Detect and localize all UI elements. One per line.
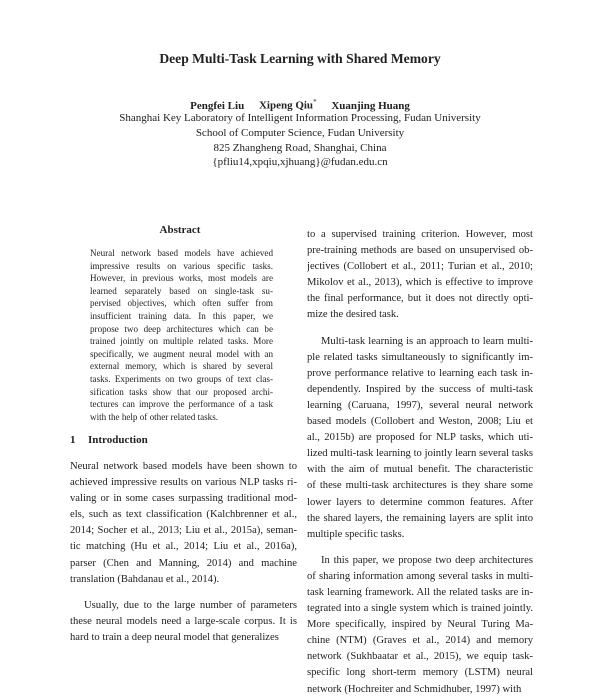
left-column-body xyxy=(70,459,297,646)
author-2: Xipeng Qiu* xyxy=(258,98,317,112)
text-line: achieved impressive results on various NLP tasks ri- xyxy=(70,477,297,489)
text-line: network (Sukhbaatar et al., 2015), we equip task- xyxy=(307,651,533,663)
text-line: al., 2015b) are proposed for NLP tasks, which uti- xyxy=(307,432,533,444)
text-line: pervised objectives, which often suffer from xyxy=(90,298,273,309)
text-line: propose two deep architectures which can be xyxy=(90,323,273,334)
text-line: parser (Chen and Manning, 2014) and machine xyxy=(70,557,297,569)
text-line: lower layers to determine common features. After xyxy=(307,496,533,508)
text-line: jectives (Collobert et al., 2011; Turian et al., 2010; xyxy=(307,261,533,273)
text-line: Multi-task learning is an approach to learn multi- xyxy=(321,335,533,347)
text-line: lized multi-task learning to jointly learn several tasks xyxy=(307,448,533,460)
text-line: to a supervised training criterion. However, most xyxy=(307,229,533,240)
text-line: However, in previous works, most models are xyxy=(90,273,273,284)
section-title: Introduction xyxy=(88,434,148,446)
text-line: els, such as text classification (Kalchbrenner et al., xyxy=(70,509,297,521)
text-line: hard to train a deep neural model that generalizes xyxy=(70,631,279,643)
right-column-body xyxy=(307,227,533,698)
text-line: valing or in some cases surpassing traditional mod- xyxy=(70,493,297,505)
text-line: sification tasks show that our proposed archi- xyxy=(90,386,273,397)
text-line: external memory, which is shared by several xyxy=(90,361,273,372)
text-line: trained jointly on multiple related tasks. More xyxy=(90,336,273,347)
text-line: tasks. Experiments on two groups of text clas- xyxy=(90,373,273,384)
affiliation-address: 825 Zhangheng Road, Shanghai, China xyxy=(213,142,387,154)
paper-title: Deep Multi-Task Learning with Shared Memory xyxy=(159,51,441,66)
text-line: Neural network based models have been shown to xyxy=(70,461,297,472)
text-line: In this paper, we propose two deep architectures xyxy=(321,554,533,566)
text-line: mize the desired task. xyxy=(307,309,399,321)
affiliation-lab: Shanghai Key Laboratory of Intelligent Information Processing, Fudan University xyxy=(119,112,481,124)
text-line: Usually, due to the large number of parameters xyxy=(84,599,297,611)
text-line: the shared layers, the remaining layers are split into xyxy=(307,512,533,524)
text-line: More specifically, inspired by Neural Turing Ma- xyxy=(307,619,533,631)
text-line: pre-training methods are based on unsupervised ob- xyxy=(307,245,533,257)
corresponding-author-mark: * xyxy=(313,98,317,106)
text-line: ple related tasks simultaneously to significantly im- xyxy=(307,351,533,363)
text-line: dependently. Inspired by the success of multi-task xyxy=(307,383,533,395)
text-line: with the help of other related tasks. xyxy=(90,411,219,422)
text-line: of sharing information among several tasks in multi- xyxy=(307,570,533,582)
affiliation-email: {pfliu14,xpqiu,xjhuang}@fudan.edu.cn xyxy=(212,156,388,168)
author-3: Xuanjing Huang xyxy=(331,99,410,112)
text-line: multiple specific tasks. xyxy=(307,528,405,540)
section-heading xyxy=(70,433,148,447)
author-1: Pengfei Liu xyxy=(190,99,245,112)
text-line: network (Hochreiter and Schmidhuber, 1997) with xyxy=(307,683,522,695)
text-line: learned separately based on single-task su- xyxy=(90,285,273,296)
text-line: 2014; Socher et al., 2013; Liu et al., 2015a), seman- xyxy=(70,525,297,537)
text-line: Mikolov et al., 2013), which is effective to improve xyxy=(307,277,533,289)
text-line: translation (Bahdanau et al., 2014). xyxy=(70,573,220,585)
text-line: specific long short-term memory (LSTM) neural xyxy=(307,667,533,679)
author-list xyxy=(0,95,600,113)
text-line: these neural models need a large-scale corpus. It is xyxy=(70,615,297,627)
section-number: 1 xyxy=(70,434,76,446)
text-line: with the aim of mutual benefit. The characteristic xyxy=(307,464,533,476)
abstract-text xyxy=(90,247,273,423)
text-line: tic matching (Hu et al., 2014; Liu et al., 2016a), xyxy=(70,541,297,553)
text-line: chine (NTM) (Graves et al., 2014) and memory xyxy=(307,635,533,647)
text-line: the final performance, but it does not directly opti- xyxy=(307,293,533,305)
text-line: insufficient training data. In this paper, we xyxy=(90,310,273,321)
text-line: specifically, we augment neural model with an xyxy=(90,348,273,359)
text-line: of these multi-task architectures is they share some xyxy=(307,480,533,492)
text-line: learning (Caruana, 1997), several neural network xyxy=(307,399,533,411)
text-line: impressive results on various specific tasks. xyxy=(90,260,273,271)
text-line: Neural network based models have achieved xyxy=(90,248,273,258)
text-line: task learning framework. All the related tasks are in- xyxy=(307,586,533,598)
affiliation-school: School of Computer Science, Fudan University xyxy=(195,127,405,139)
text-line: tegrated into a single system which is trained jointly. xyxy=(307,603,533,615)
text-line: prove performance relative to learning each task in- xyxy=(307,367,533,379)
abstract-heading: Abstract xyxy=(159,224,201,236)
text-line: based models (Collobert and Weston, 2008; Liu et xyxy=(307,416,533,428)
text-line: tectures can improve the performance of a task xyxy=(90,399,273,410)
